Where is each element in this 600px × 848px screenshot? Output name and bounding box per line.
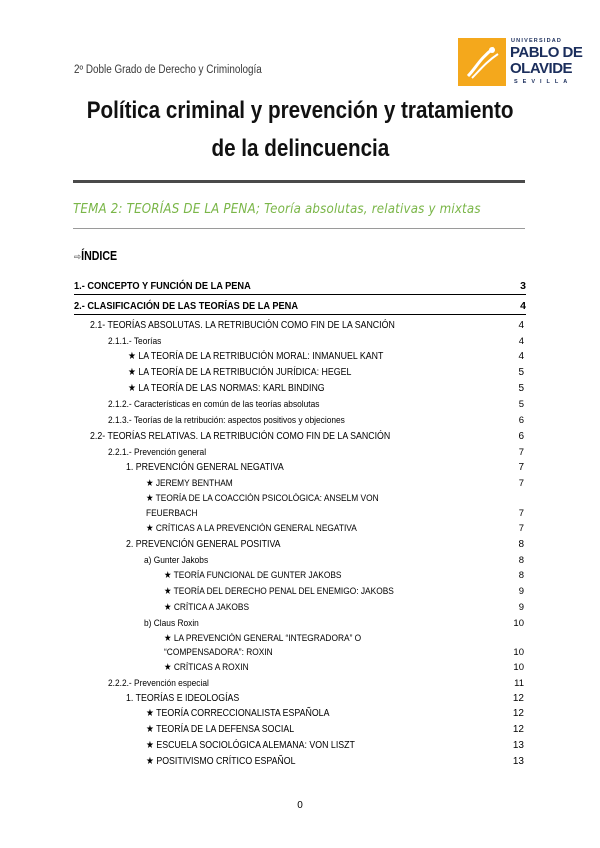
toc-entry[interactable]: 1.- CONCEPTO Y FUNCIÓN DE LA PENA 3 [74, 280, 526, 292]
toc-underline [74, 294, 526, 295]
title-divider [73, 180, 525, 183]
toc-underline [74, 314, 526, 315]
toc-entry[interactable]: 2.- CLASIFICACIÓN DE LAS TEORÍAS DE LA PENA 4 [74, 300, 526, 312]
toc-entry[interactable]: 2.2- TEORÍAS RELATIVAS. LA RETRIBUCIÓN COMO FIN DE LA SANCIÓN 6 [90, 431, 524, 442]
toc-entry[interactable]: ★ TEORÍA DE LA DEFENSA SOCIAL 12 [146, 724, 524, 735]
toc-entry[interactable]: ★ JEREMY BENTHAM 7 [146, 478, 524, 489]
header-course: 2º Doble Grado de Derecho y Criminología [74, 64, 262, 76]
toc-entry[interactable]: ★ TEORÍA DE LA COACCIÓN PSICOLÓGICA: ANSELM VON [146, 493, 379, 504]
toc-entry[interactable]: 1. TEORÍAS E IDEOLOGÍAS 12 [126, 693, 524, 704]
toc-entry[interactable]: 2.1.2.- Características en común de las teorías absolutas 5 [108, 399, 524, 410]
toc-entry[interactable]: ★ CRÍTICAS A LA PREVENCIÓN GENERAL NEGATIVA 7 [146, 523, 524, 534]
page-number: 0 [297, 800, 303, 811]
toc-entry[interactable]: FEUERBACH 7 [146, 508, 524, 519]
document-title-line2: de la delincuencia [211, 135, 389, 162]
logo-line1: PABLO DE [510, 44, 583, 61]
toc-entry[interactable]: ★ LA TEORÍA DE LA RETRIBUCIÓN JURÍDICA: HEGEL 5 [128, 367, 524, 378]
logo-bottom-text: SEVILLA [514, 79, 573, 85]
index-heading [74, 249, 117, 263]
topic-subtitle: TEMA 2: TEORÍAS DE LA PENA; Teoría absolutas, relativas y mixtas [73, 201, 481, 217]
toc-entry[interactable]: ★ POSITIVISMO CRÍTICO ESPAÑOL 13 [146, 756, 524, 767]
toc-entry[interactable]: 1. PREVENCIÓN GENERAL NEGATIVA 7 [126, 462, 524, 473]
subtitle-divider [73, 228, 525, 229]
toc-entry[interactable]: 2. PREVENCIÓN GENERAL POSITIVA 8 [126, 539, 524, 550]
toc-entry[interactable]: ★ TEORÍA FUNCIONAL DE GUNTER JAKOBS 8 [164, 570, 524, 581]
toc-entry[interactable]: ★ TEORÍA DEL DERECHO PENAL DEL ENEMIGO: JAKOBS 9 [164, 586, 524, 597]
toc-entry[interactable]: 2.1.1.- Teorías 4 [108, 336, 524, 347]
arrow-right-icon: ⇨ [74, 252, 82, 263]
toc-entry[interactable]: b) Claus Roxin 10 [144, 618, 524, 629]
toc-entry[interactable]: ★ CRÍTICAS A ROXIN 10 [164, 662, 524, 673]
logo-top-text: UNIVERSIDAD [511, 38, 563, 44]
toc-entry[interactable]: 2.2.1.- Prevención general 7 [108, 447, 524, 458]
index-heading-text: ÍNDICE [81, 249, 118, 263]
logo-line2: OLAVIDE [510, 60, 573, 77]
toc-entry[interactable]: 2.1- TEORÍAS ABSOLUTAS. LA RETRIBUCIÓN COMO FIN DE LA SANCIÓN 4 [90, 320, 524, 331]
toc-entry[interactable]: 2.2.2.- Prevención especial 11 [108, 678, 524, 689]
toc-entry[interactable]: ★ LA TEORÍA DE LAS NORMAS: KARL BINDING 5 [128, 383, 524, 394]
document-title-line1: Política criminal y prevención y tratamiento [86, 97, 514, 124]
toc-entry[interactable]: ★ LA TEORÍA DE LA RETRIBUCIÓN MORAL: INMANUEL KANT 4 [128, 351, 524, 362]
toc-entry[interactable]: ★ TEORÍA CORRECCIONALISTA ESPAÑOLA 12 [146, 708, 524, 719]
logo-emblem-icon [458, 38, 506, 86]
toc-entry[interactable]: “COMPENSADORA”: ROXIN 10 [164, 647, 524, 658]
toc-entry[interactable]: ★ ESCUELA SOCIOLÓGICA ALEMANA: VON LISZT 13 [146, 740, 524, 751]
toc-entry[interactable]: 2.1.3.- Teorías de la retribución: aspectos positivos y objeciones 6 [108, 415, 524, 426]
toc-entry[interactable]: ★ LA PREVENCIÓN GENERAL “INTEGRADORA” O [164, 633, 362, 644]
toc-entry[interactable]: a) Gunter Jakobs 8 [144, 555, 524, 566]
toc-entry[interactable]: ★ CRÍTICA A JAKOBS 9 [164, 602, 524, 613]
university-logo [458, 38, 582, 90]
